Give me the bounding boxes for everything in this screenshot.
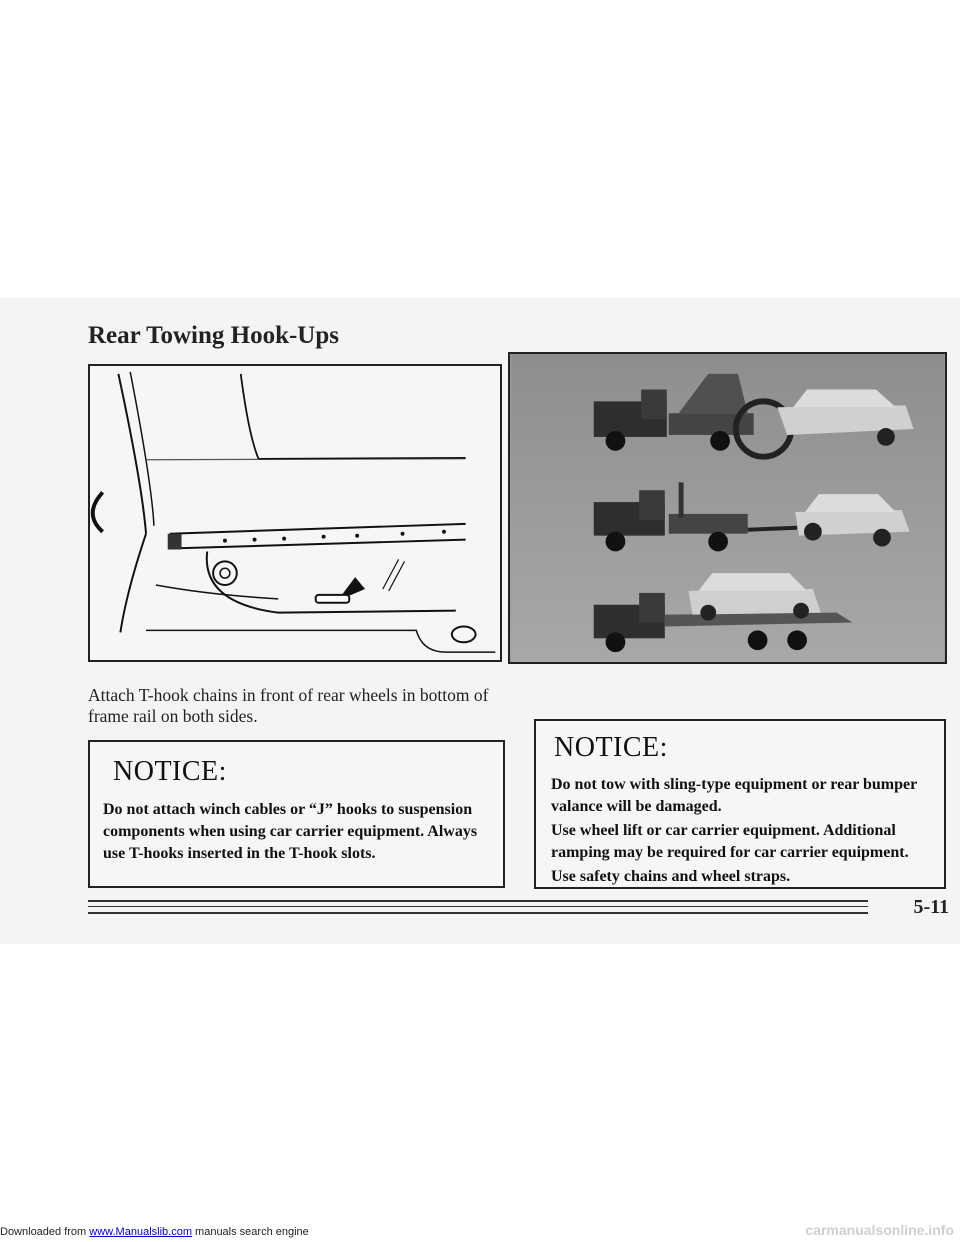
notice-text: Use safety chains and wheel straps. xyxy=(551,868,791,885)
download-footer xyxy=(0,1226,309,1238)
notice-heading: NOTICE: xyxy=(113,756,227,787)
notice-box-sling xyxy=(534,719,946,889)
frame-rail-drawing xyxy=(90,366,500,660)
page-number: 5-11 xyxy=(913,896,949,918)
tow-truck-drawing xyxy=(510,354,945,662)
notice-box-hooks xyxy=(88,740,505,888)
site-watermark: carmanualsonline.info xyxy=(805,1222,954,1238)
tow-truck-photo xyxy=(508,352,947,664)
manualslib-link[interactable]: www.Manualslib.com xyxy=(89,1226,192,1238)
footer-rule xyxy=(88,906,868,907)
frame-rail-illustration xyxy=(88,364,502,662)
notice-text: Do not attach winch cables or “J” hooks to suspension components when using car carrier equipment. Always use T-hooks inserted in the T-hook slots. xyxy=(103,801,478,862)
notice-text: Do not tow with sling-type equipment or rear bumper valance will be damaged. xyxy=(551,776,917,815)
notice-text: Use wheel lift or car carrier equipment. Additional ramping may be required for car carrier equipment. xyxy=(551,822,909,861)
footer-suffix: manuals search engine xyxy=(191,1226,309,1238)
figure-caption: Attach T-hook chains in front of rear wheels in bottom of frame rail on both sides. xyxy=(88,685,489,726)
section-title: Rear Towing Hook-Ups xyxy=(88,322,339,349)
footer-rule xyxy=(88,900,868,902)
footer-prefix: Downloaded from xyxy=(0,1226,90,1238)
notice-heading: NOTICE: xyxy=(554,732,668,763)
footer-rule xyxy=(88,912,868,914)
